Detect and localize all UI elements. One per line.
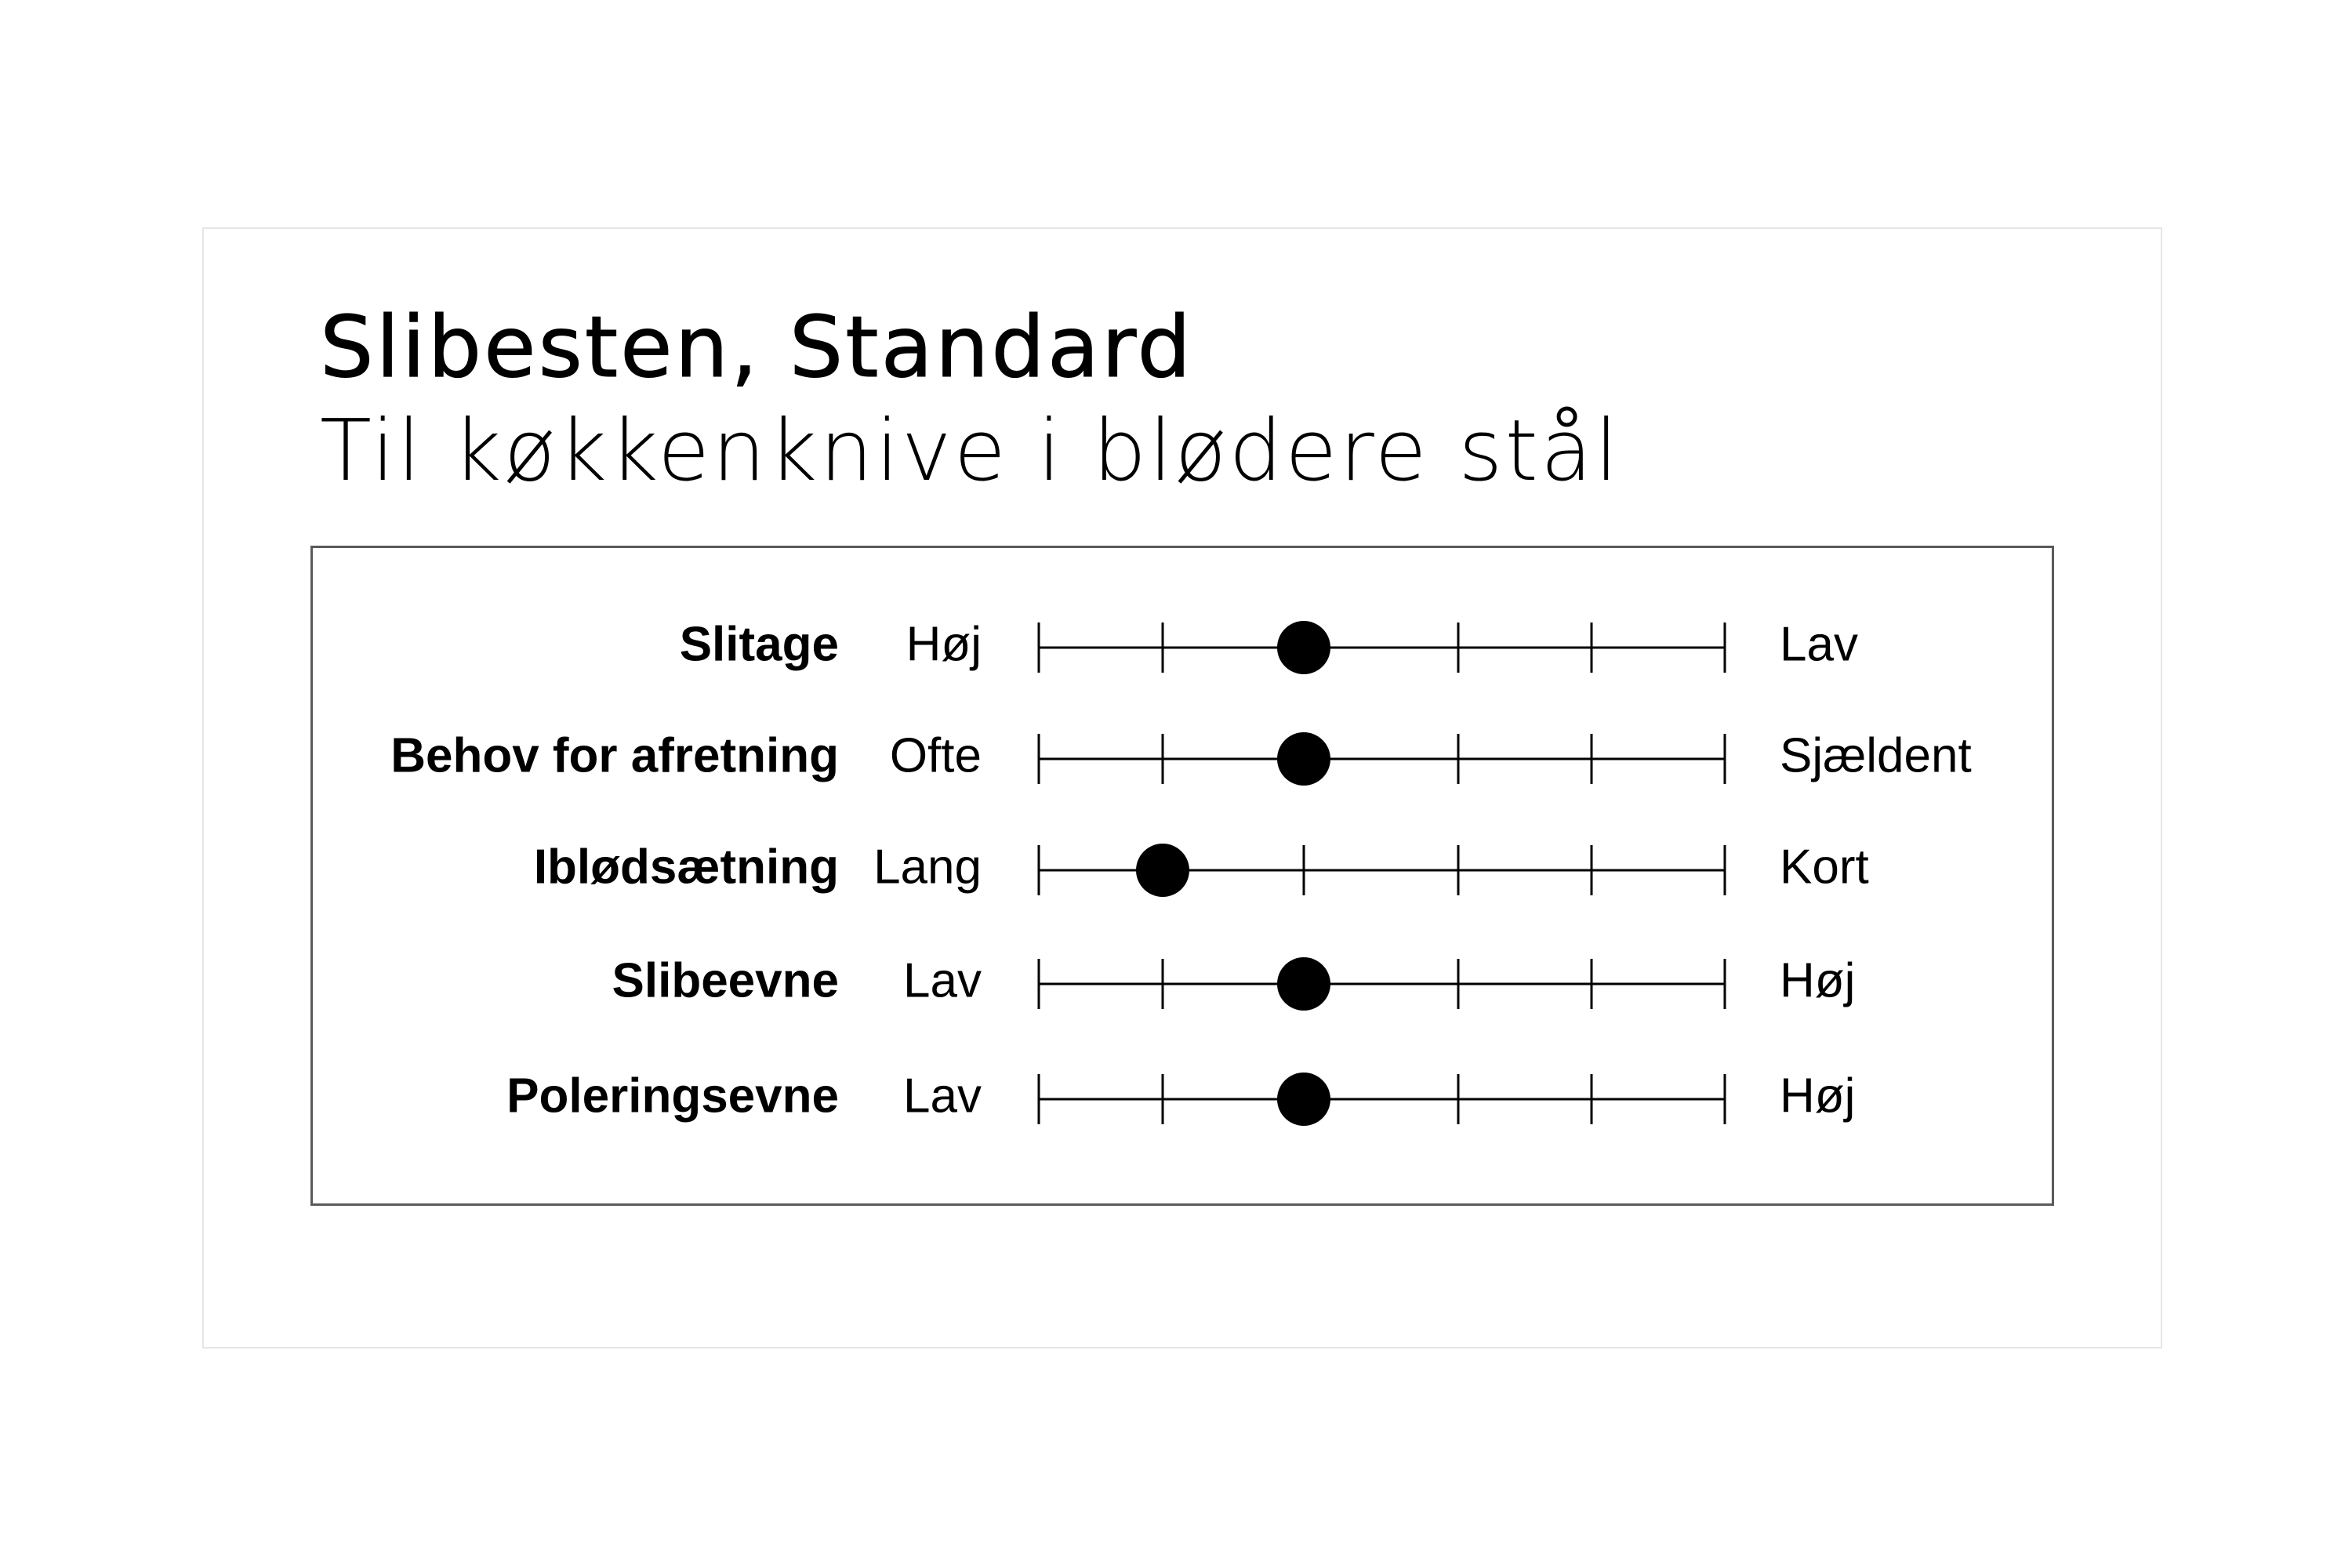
row-category-label: Slitage [679, 617, 839, 672]
rating-marker [1277, 1073, 1330, 1126]
row-category-label: Poleringsevne [506, 1069, 839, 1123]
row-low-label: Ofte [889, 728, 982, 783]
row-high-label: Høj [1780, 1069, 1856, 1123]
row-low-label: Lang [873, 840, 982, 895]
row-category-label: Slibeevne [612, 953, 839, 1008]
row-high-label: Høj [1780, 953, 1856, 1008]
row-low-label: Lav [903, 1069, 982, 1123]
rating-marker [1277, 732, 1330, 786]
chart-title: Slibesten, Standard [320, 299, 1194, 397]
rating-marker [1136, 844, 1189, 897]
rating-marker [1277, 957, 1330, 1011]
row-category-label: Behov for afretning [390, 728, 839, 783]
row-high-label: Sjældent [1780, 728, 1972, 783]
chart-subtitle: Til køkkenknive i blødere stål [320, 402, 1621, 500]
row-high-label: Lav [1780, 617, 1858, 672]
row-high-label: Kort [1780, 840, 1869, 895]
rating-marker [1277, 621, 1330, 674]
row-low-label: Lav [903, 953, 982, 1008]
row-category-label: Iblødsætning [533, 840, 839, 895]
row-low-label: Høj [906, 617, 982, 672]
